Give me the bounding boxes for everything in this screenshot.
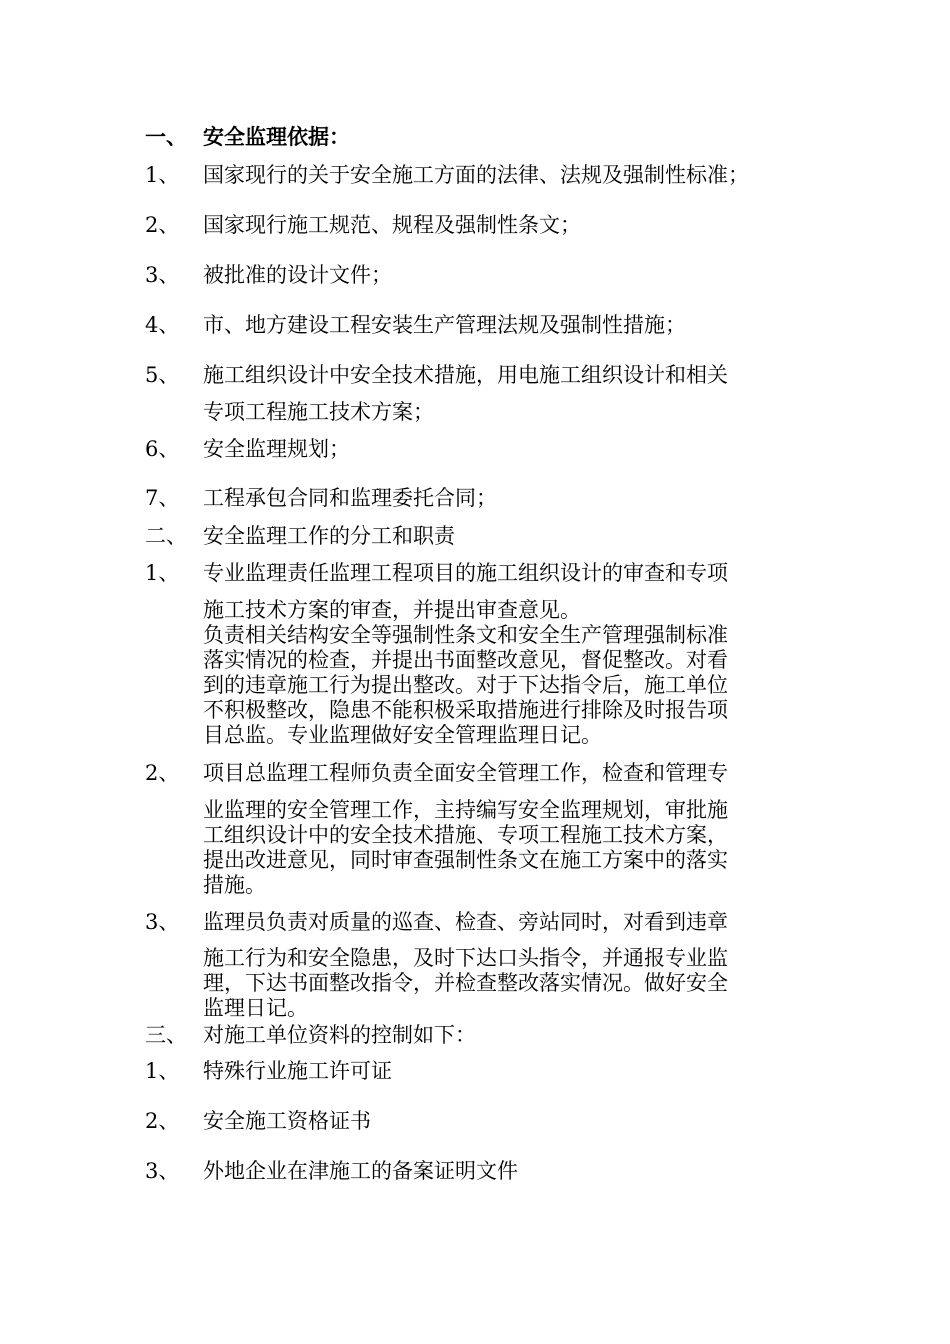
section-title: 安全监理依据：: [203, 124, 350, 149]
item-text: 工程承包合同和监理委托合同；: [203, 486, 497, 510]
list-item-continuation: [0, 946, 950, 971]
item-text: 国家现行施工规范、规程及强制性条文；: [203, 213, 581, 237]
list-item: [0, 1156, 950, 1186]
item-text: 落实情况的检查，并提出书面整改意见，督促整改。对看: [203, 648, 728, 672]
list-item-continuation: [0, 598, 950, 623]
list-item-continuation: [0, 648, 950, 673]
list-item: [0, 558, 950, 588]
list-item: [0, 160, 950, 190]
list-item-continuation: [0, 798, 950, 823]
list-item-continuation: [0, 848, 950, 873]
item-number: 3、: [145, 910, 180, 934]
item-text: 施工行为和安全隐患，及时下达口头指令，并通报专业监: [203, 946, 728, 970]
item-text: 业监理的安全管理工作，主持编写安全监理规划，审批施: [203, 798, 728, 822]
item-text: 安全监理规划；: [203, 437, 350, 461]
item-number: 2、: [145, 761, 180, 785]
list-item: [0, 360, 950, 390]
item-text: 到的违章施工行为提出整改。对于下达指令后，施工单位: [203, 673, 728, 697]
item-text: 目总监。专业监理做好安全管理监理日记。: [203, 723, 602, 747]
item-text: 施工组织设计中安全技术措施，用电施工组织设计和相关: [203, 363, 728, 387]
list-item: [0, 1106, 950, 1136]
section-number: 二、: [145, 524, 187, 548]
section-number: 一、: [145, 124, 187, 149]
item-text: 不积极整改，隐患不能积极采取措施进行排除及时报告项: [203, 698, 728, 722]
item-text: 外地企业在津施工的备案证明文件: [203, 1159, 518, 1183]
item-text: 理，下达书面整改指令，并检查整改落实情况。做好安全: [203, 971, 728, 995]
list-item: [0, 758, 950, 788]
list-item: [0, 310, 950, 340]
section-2-heading: [0, 521, 950, 551]
item-text: 专项工程施工技术方案；: [203, 400, 434, 424]
item-number: 2、: [145, 1109, 180, 1133]
item-text: 施工技术方案的审查，并提出审查意见。: [203, 598, 581, 622]
list-item-continuation: [0, 873, 950, 898]
item-text: 专业监理责任监理工程项目的施工组织设计的审查和专项: [203, 561, 728, 585]
item-text: 提出改进意见，同时审查强制性条文在施工方案中的落实: [203, 848, 728, 872]
item-text: 措施。: [203, 873, 266, 897]
item-number: 2、: [145, 213, 180, 237]
list-item-continuation: [0, 723, 950, 748]
list-item-continuation: [0, 673, 950, 698]
item-number: 1、: [145, 163, 180, 187]
list-item-continuation: [0, 397, 950, 427]
item-text: 监理员负责对质量的巡查、检查、旁站同时，对看到违章: [203, 910, 728, 934]
item-text: 监理日记。: [203, 996, 308, 1020]
section-title: 安全监理工作的分工和职责: [203, 524, 455, 548]
item-text: 市、地方建设工程安装生产管理法规及强制性措施；: [203, 313, 686, 337]
item-text: 工组织设计中的安全技术措施、专项工程施工技术方案，: [203, 823, 728, 847]
item-number: 5、: [145, 363, 180, 387]
item-text: 项目总监理工程师负责全面安全管理工作，检查和管理专: [203, 761, 728, 785]
item-number: 7、: [145, 486, 180, 510]
item-text: 国家现行的关于安全施工方面的法律、法规及强制性标准；: [203, 163, 749, 187]
item-number: 4、: [145, 313, 180, 337]
section-title: 对施工单位资料的控制如下：: [203, 1023, 476, 1047]
item-number: 1、: [145, 1059, 180, 1083]
list-item: [0, 1056, 950, 1086]
list-item-continuation: [0, 623, 950, 648]
item-text: 安全施工资格证书: [203, 1109, 371, 1133]
item-text: 特殊行业施工许可证: [203, 1059, 392, 1083]
section-number: 三、: [145, 1023, 187, 1047]
list-item-continuation: [0, 971, 950, 996]
list-item: [0, 434, 950, 464]
list-item: [0, 210, 950, 240]
list-item-continuation: [0, 698, 950, 723]
item-number: 6、: [145, 437, 180, 461]
item-number: 1、: [145, 561, 180, 585]
item-number: 3、: [145, 263, 180, 287]
list-item-continuation: [0, 823, 950, 848]
list-item: [0, 483, 950, 513]
section-3-heading: [0, 1020, 950, 1050]
list-item: [0, 260, 950, 290]
item-text: 负责相关结构安全等强制性条文和安全生产管理强制标准: [203, 623, 728, 647]
item-text: 被批准的设计文件；: [203, 263, 392, 287]
list-item-continuation: [0, 996, 950, 1021]
section-1-heading: [0, 122, 950, 152]
list-item: [0, 907, 950, 937]
item-number: 3、: [145, 1159, 180, 1183]
